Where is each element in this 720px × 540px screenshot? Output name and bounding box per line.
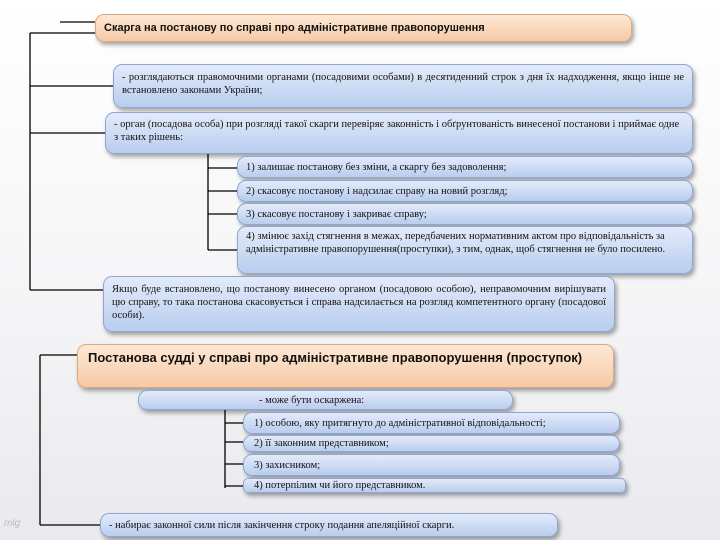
decision-item-3: [237, 203, 693, 225]
appeal-intro-text: - може бути оскаржена:: [259, 395, 365, 406]
appellant-item-3-text: 3) захисником;: [254, 460, 321, 471]
appellant-item-2-text: 2) її законним представником;: [254, 438, 389, 449]
watermark-logo: mlg: [4, 518, 21, 529]
judge-ruling-title-box: [77, 344, 614, 388]
decision-item-4: [237, 226, 693, 274]
review-terms-box: [113, 64, 693, 108]
appellant-item-3: [243, 454, 620, 476]
appellant-item-1-text: 1) особою, яку притягнуто до адміністративної відповідальності;: [254, 418, 546, 429]
incompetent-body-text: Якщо буде встановлено, що постанову винесено органом (посадовою особою), неправомочним вирішувати цю справу, то така постанова скасовується і справа надсилається на розгляд компетентного органу (посадової особи).: [112, 284, 606, 321]
decision-item-1: [237, 156, 693, 178]
complaint-title: Скарга на постанову по справі про адміністративне правопорушення: [104, 22, 485, 34]
appeal-intro-box: [138, 390, 513, 410]
review-terms-text: - розглядаються правомочними органами (посадовими особами) в десятиденний строк з дня їх надходження, якщо інше не встановлено законами України;: [122, 72, 684, 96]
incompetent-body-box: [103, 276, 615, 332]
appellant-item-1: [243, 412, 620, 434]
judge-ruling-title: Постанова судді у справі про адміністративне правопорушення (проступок): [88, 350, 583, 365]
decision-item-3-text: 3) скасовує постанову і закриває справу;: [246, 209, 427, 220]
review-check-box: [105, 112, 693, 154]
appellant-item-4: [243, 478, 626, 493]
decision-item-1-text: 1) залишає постанову без зміни, а скаргу без задоволення;: [246, 162, 507, 173]
legal-force-box: [100, 513, 558, 537]
complaint-title-box: [95, 14, 632, 42]
appellant-item-2: [243, 435, 620, 452]
legal-force-text: - набирає законної сили після закінчення строку подання апеляційної скарги.: [109, 520, 455, 531]
appellant-item-4-text: 4) потерпілим чи його представником.: [254, 480, 426, 491]
decision-item-2-text: 2) скасовує постанову і надсилає справу на новий розгляд;: [246, 186, 508, 197]
review-check-text: - орган (посадова особа) при розгляді такої скарги перевіряє законність і обґрунтованість винесеної постанови і приймає одне з таких рішень:: [114, 119, 680, 143]
decision-item-2: [237, 180, 693, 202]
decision-item-4-text: 4) змінює захід стягнення в межах, передбачених нормативним актом про відповідальність за адміністративне правопорушення(проступки), з тим, однак, щоб стягнення не було посилено.: [246, 231, 666, 255]
